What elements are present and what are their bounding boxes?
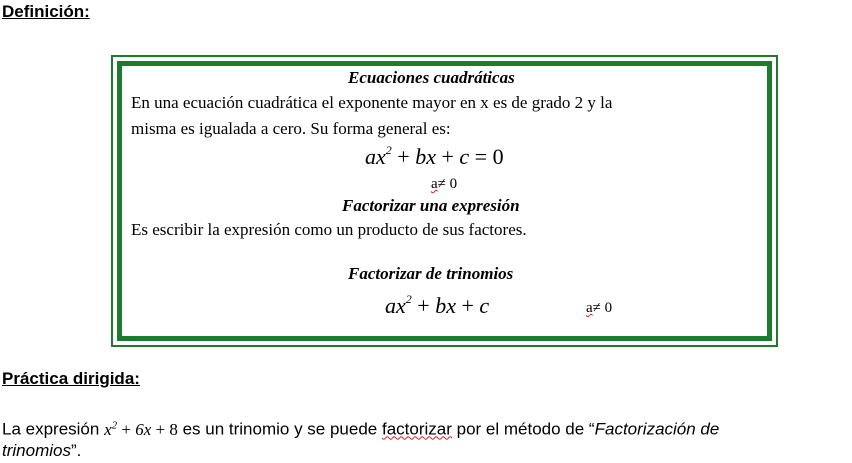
practice-text-line2: trinomios”. — [2, 441, 82, 460]
general-form-equation: $ax^2$ + bx + c = 0 — [365, 142, 504, 169]
quadratic-definition-line2: misma es igualada a cero. Su forma general es: — [131, 119, 451, 138]
condition-a-nonzero-2: a≠ 0 — [586, 300, 613, 316]
quadratic-equations-title: Ecuaciones cuadráticas — [348, 68, 515, 87]
condition-a-nonzero-1: a≠ 0 — [431, 176, 458, 192]
factorize-expression-definition: Es escribir la expresión como un producto de sus factores. — [131, 220, 527, 239]
practice-heading: Práctica dirigida: — [2, 369, 140, 388]
practice-text-line1: La expresión $x^2 + 6x + 8$ es un trinomio y se puede factorizar por el método de “Factorización de — [2, 419, 720, 439]
factorize-trinomials-title: Factorizar de trinomios — [348, 264, 514, 283]
inline-trinomial: $x^2 + 6x + 8$ — [104, 419, 178, 439]
trinomial-expression: $ax^2$ + bx + c — [385, 291, 490, 318]
quadratic-definition-line1: En una ecuación cuadrática el exponente mayor en x es de grado 2 y la — [131, 93, 613, 112]
definition-box — [111, 55, 778, 347]
factorize-expression-title: Factorizar una expresión — [342, 196, 520, 215]
definition-heading: Definición: — [2, 2, 90, 21]
